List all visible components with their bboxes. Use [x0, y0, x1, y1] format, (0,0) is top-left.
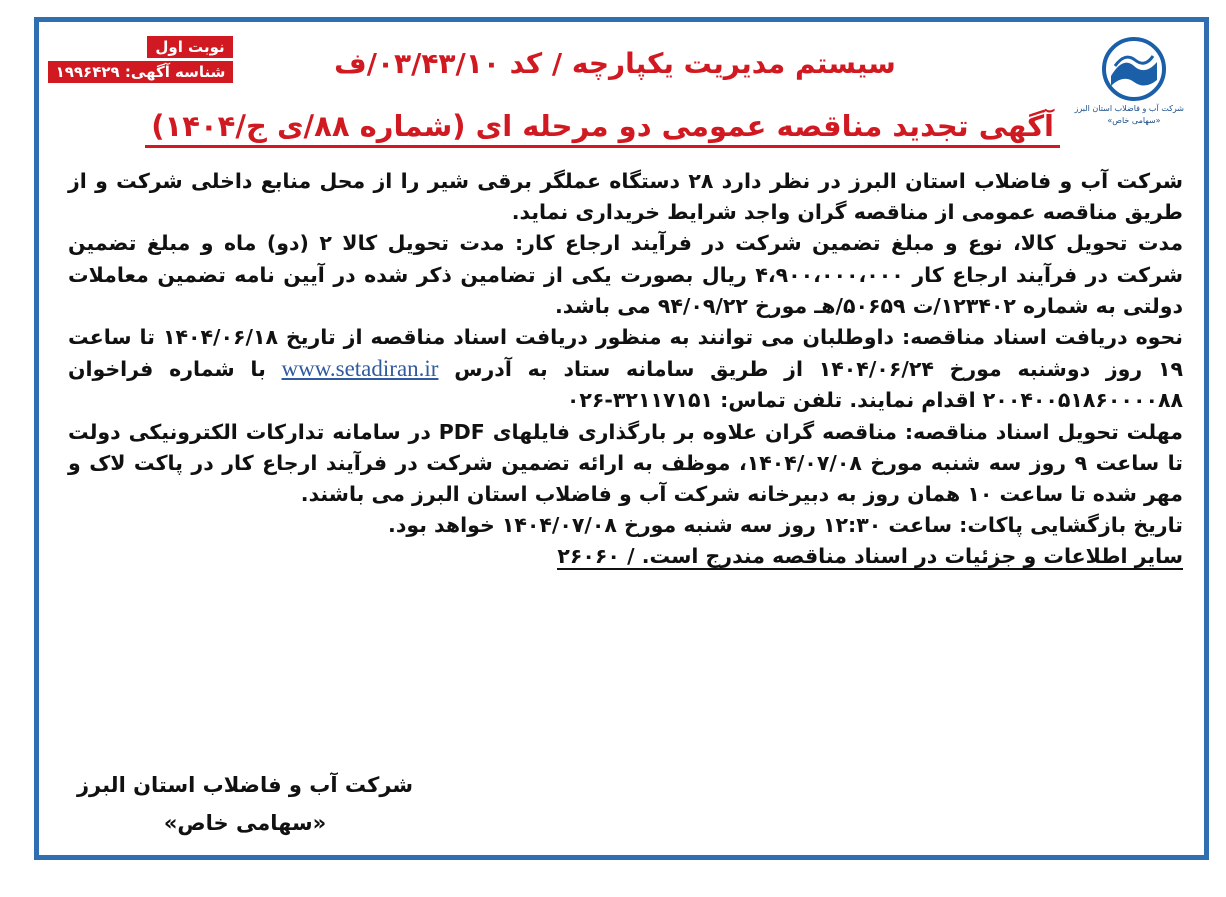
documents-text: نحوه دریافت اسناد مناقصه: داوطلبان می توانند به منظور دریافت اسناد مناقصه از تاریخ ۱۴۰۴/۰۶/۱۸ تا ساعت ۱۹ روز دوشنبه مورخ ۱۴۰۴/۰۶/۲۴ از طریق سامانه ستاد به آدرس [68, 325, 1184, 382]
paragraph-intro: شرکت آب و فاضلاب استان البرز در نظر دارد ۲۸ دستگاه عملگر برقی شیر را از محل منابع داخلی شرکت و از طریق مناقصه عمومی از مناقصه گران واجد شرایط خریداری نماید. [68, 169, 1183, 225]
logo-caption-name: شرکت آب و فاضلاب استان البرز [1074, 104, 1184, 113]
paragraph-documents [68, 322, 1183, 417]
company-logo [1074, 36, 1184, 126]
water-drop-logo-icon [1101, 36, 1167, 102]
signature-company: شرکت آب و فاضلاب استان البرز [76, 773, 414, 797]
logo-caption-type: «سهامی خاص» [1107, 116, 1161, 125]
subtitle-text: آگهی تجدید مناقصه عمومی دو مرحله ای (شماره ۸۸/ی ج/۱۴۰۴) [145, 109, 1060, 148]
paragraph-other [68, 541, 1183, 572]
badge-group [48, 36, 233, 86]
page-subtitle [151, 104, 1060, 148]
signature-type: «سهامی خاص» [163, 811, 327, 835]
page-title: سیستم مدیریت یکپارچه / کد ۰۳/۴۳/۱۰/ف [334, 47, 896, 80]
documents-text-end: با شماره فراخوان ۲۰۰۴۰۰۵۱۸۶۰۰۰۰۸۸ اقدام نمایند. تلفن تماس: ۳۲۱۱۷۱۵۱-۰۲۶ [68, 357, 1183, 413]
setad-link[interactable]: www.setadiran.ir [281, 356, 439, 382]
other-info-text: سایر اطلاعات و جزئیات در اسناد مناقصه مندرج است. / ۲۶۰۶۰ [557, 544, 1183, 569]
ad-id-badge: شناسه آگهی: ۱۹۹۶۴۲۹ [48, 61, 233, 83]
paragraph-guarantee: مدت تحویل کالا، نوع و مبلغ تضمین شرکت در فرآیند ارجاع کار: مدت تحویل کالا ۲ (دو) ماه و مبلغ تضمین شرکت در فرآیند ارجاع کار ۴،۹۰۰،۰۰۰،۰۰۰ ریال بصورت یکی از تضامین ذکر شده در آیین نامه تضمین معاملات دولتی به شماره ۱۲۳۴۰۲/ت ۵۰۶۵۹/هـ مورخ ۹۴/۰۹/۲۲ می باشد. [68, 231, 1184, 318]
paragraph-opening: تاریخ بازگشایی پاکات: ساعت ۱۲:۳۰ روز سه شنبه مورخ ۱۴۰۴/۰۷/۰۸ خواهد بود. [388, 513, 1183, 538]
round-badge: نوبت اول [147, 36, 233, 58]
paragraph-deadline: مهلت تحویل اسناد مناقصه: مناقصه گران علاوه بر بارگذاری فایلهای PDF در سامانه تدارکات الکترونیکی دولت تا ساعت ۹ روز سه شنبه مورخ ۱۴۰۴/۰۷/۰۸، موظف به ارائه تضمین شرکت در فرآیند ارجاع کار در پاکت لاک و مهر شده تا ساعت ۱۰ همان روز به دبیرخانه شرکت آب و فاضلاب استان البرز می باشند. [68, 419, 1184, 507]
signature [60, 766, 430, 842]
ad-body [68, 166, 1183, 573]
